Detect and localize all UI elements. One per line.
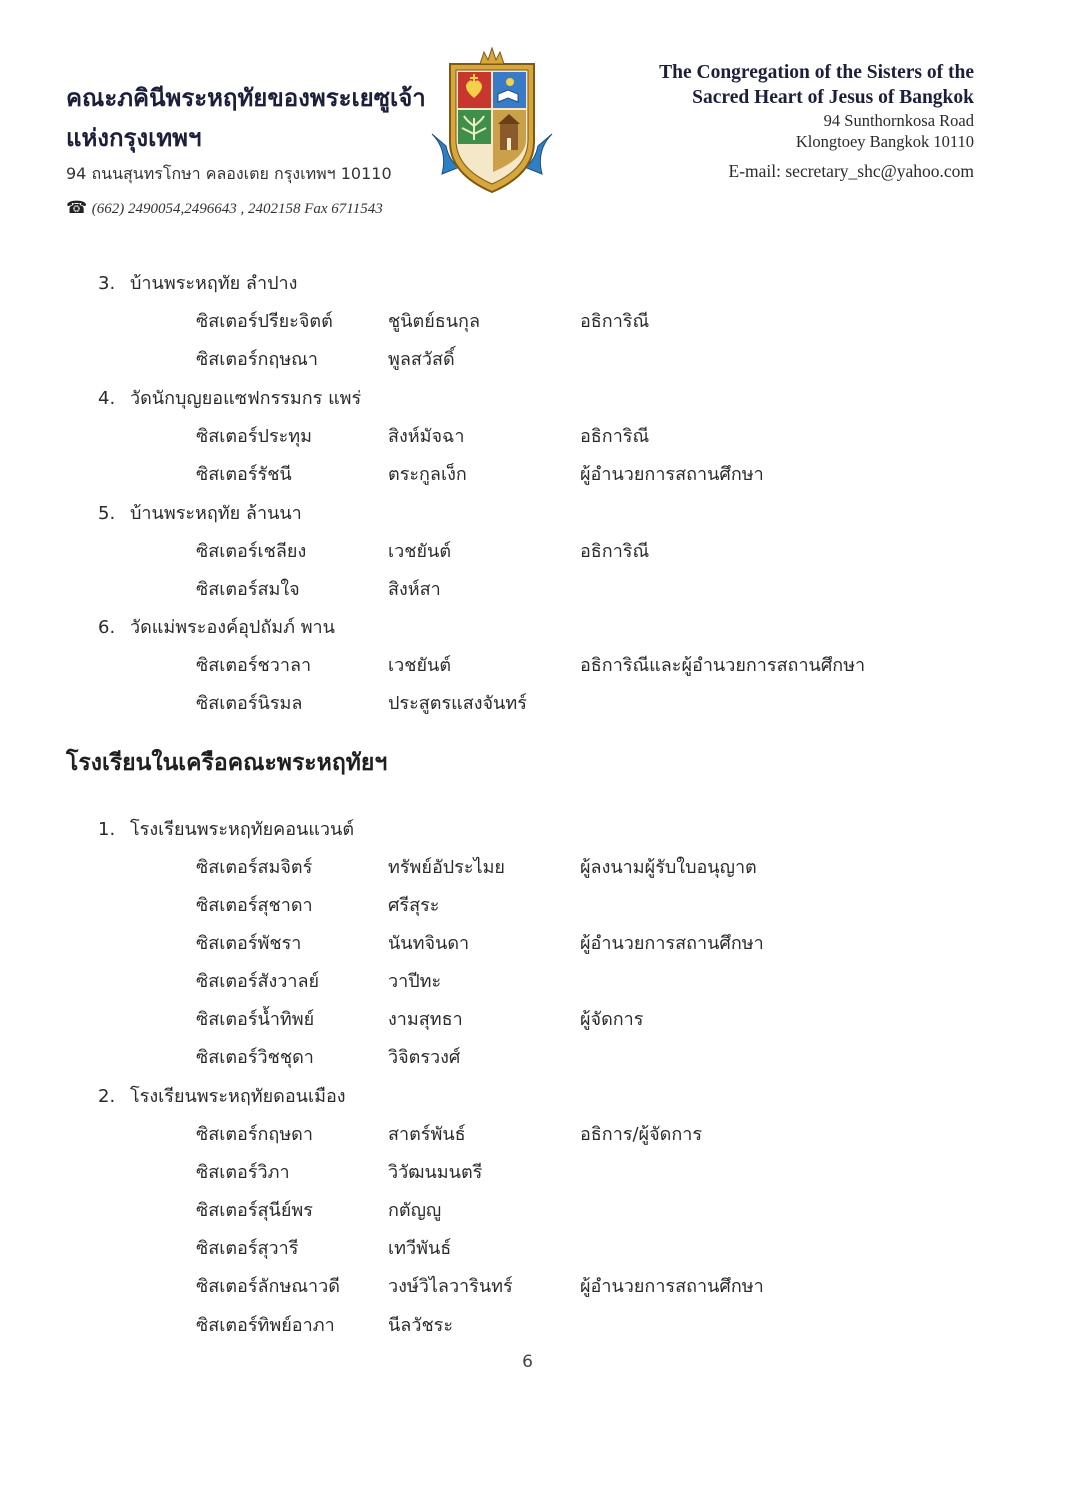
- member-row: ซิสเตอร์นิรมล ประสูตรแสงจันทร์: [196, 693, 527, 714]
- thai-address: 94 ถนนสุนทรโกษา คลองเตย กรุงเทพฯ 10110: [66, 164, 392, 183]
- english-organization-name-line1: The Congregation of the Sisters of the: [659, 62, 974, 83]
- member-row: ซิสเตอร์ชวาลา เวชยันต์ อธิการิณีและผู้อำนวยการสถานศึกษา: [196, 655, 866, 676]
- thai-organization-name-line1: คณะภคินีพระหฤทัยของพระเยซูเจ้า: [66, 83, 426, 112]
- phone-line: [66, 198, 383, 218]
- member-row: ซิสเตอร์น้ำทิพย์ งามสุทธา ผู้จัดการ: [196, 1009, 644, 1030]
- member-row: ซิสเตอร์ทิพย์อาภา นีลวัชระ: [196, 1315, 453, 1336]
- community-item: 3. บ้านพระหฤทัย ลำปาง: [98, 273, 298, 294]
- community-item: 5. บ้านพระหฤทัย ล้านนา: [98, 503, 302, 524]
- member-row: ซิสเตอร์สุวารี เทวีพันธ์: [196, 1238, 452, 1259]
- congregation-crest-emblem: [428, 46, 556, 208]
- member-row: ซิสเตอร์รัชนี ตระกูลเง็ก ผู้อำนวยการสถานศึกษา: [196, 464, 764, 485]
- member-row: ซิสเตอร์ลักษณาวดี วงษ์วิไลวารินทร์ ผู้อำนวยการสถานศึกษา: [196, 1276, 764, 1297]
- member-row: ซิสเตอร์สุนีย์พร กตัญญู: [196, 1200, 442, 1221]
- member-row: ซิสเตอร์ประทุม สิงห์มัจฉา อธิการิณี: [196, 426, 650, 447]
- english-organization-name-line2: Sacred Heart of Jesus of Bangkok: [692, 87, 974, 108]
- member-row: ซิสเตอร์สังวาลย์ วาปีทะ: [196, 971, 442, 992]
- member-row: ซิสเตอร์สมจิตร์ ทรัพย์อัประไมย ผู้ลงนามผู้รับใบอนุญาต: [196, 857, 757, 878]
- community-item: 6. วัดแม่พระองค์อุปถัมภ์ พาน: [98, 617, 335, 638]
- english-address-line2: Klongtoey Bangkok 10110: [795, 132, 974, 151]
- telephone-icon: ☎: [66, 198, 88, 217]
- school-item: 2. โรงเรียนพระหฤทัยดอนเมือง: [98, 1086, 346, 1107]
- community-item: 4. วัดนักบุญยอแซฟกรรมกร แพร่: [98, 388, 362, 409]
- member-row: ซิสเตอร์วิภา วิวัฒนมนตรี: [196, 1162, 483, 1183]
- member-row: ซิสเตอร์เชลียง เวชยันต์ อธิการิณี: [196, 541, 650, 562]
- page-number: 6: [522, 1352, 533, 1372]
- english-letterhead: [659, 60, 974, 182]
- member-row: ซิสเตอร์กฤษณา พูลสวัสดิ์: [196, 349, 455, 370]
- member-row: ซิสเตอร์วิชชุดา วิจิตรวงศ์: [196, 1047, 461, 1068]
- english-address-line1: 94 Sunthornkosa Road: [823, 111, 974, 130]
- member-row: ซิสเตอร์สมใจ สิงห์สา: [196, 579, 441, 600]
- thai-organization-name-line2: แห่งกรุงเทพฯ: [66, 123, 202, 152]
- member-row: ซิสเตอร์กฤษดา สาตร์พันธ์ อธิการ/ผู้จัดการ: [196, 1124, 702, 1145]
- phone-numbers: (662) 2490054,2496643 , 2402158 Fax 6711543: [91, 201, 383, 217]
- member-row: ซิสเตอร์ปรียะจิตต์ ชูนิตย์ธนกุล อธิการิณี: [196, 311, 650, 332]
- member-row: ซิสเตอร์พัชรา นันทจินดา ผู้อำนวยการสถานศึกษา: [196, 933, 764, 954]
- schools-heading: โรงเรียนในเครือคณะพระหฤทัยฯ: [66, 750, 388, 776]
- member-row: ซิสเตอร์สุชาดา ศรีสุระ: [196, 895, 440, 916]
- email-address: E-mail: secretary_shc@yahoo.com: [728, 161, 974, 181]
- school-item: 1. โรงเรียนพระหฤทัยคอนแวนต์: [98, 819, 355, 840]
